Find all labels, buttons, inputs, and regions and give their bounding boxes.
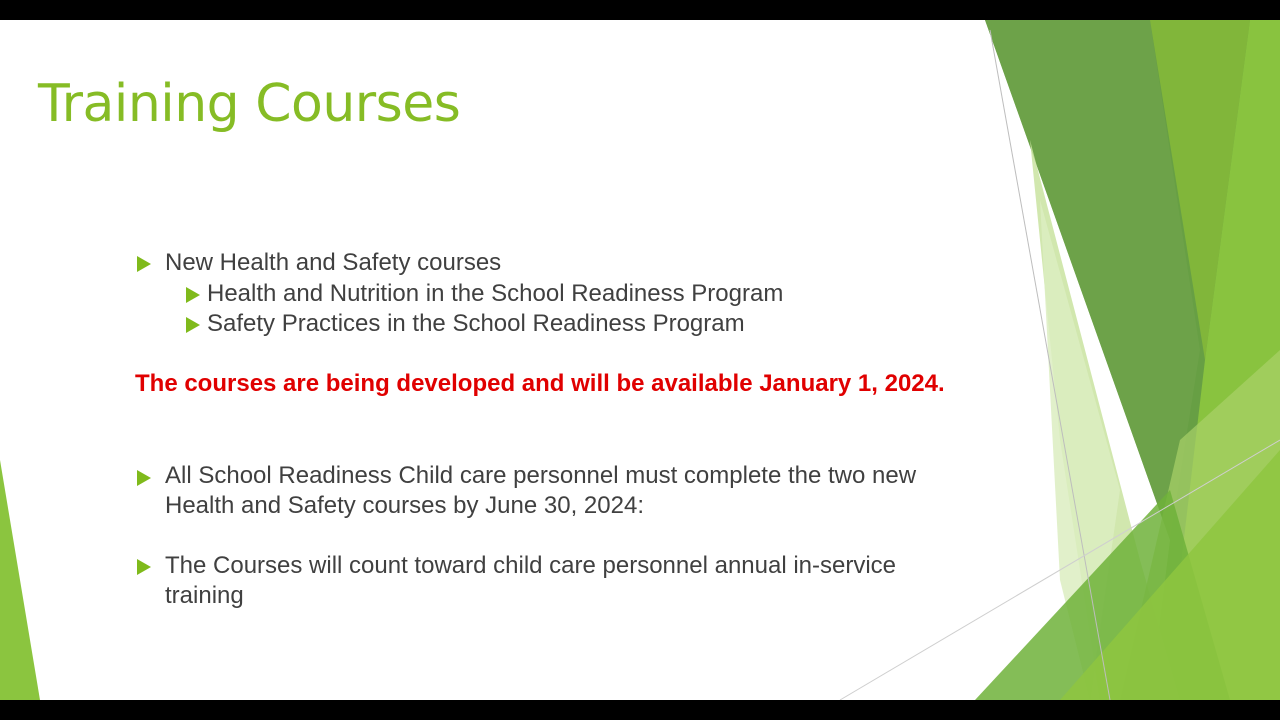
- right-triangle-arrow-icon: [137, 559, 151, 575]
- bullet-text: All School Readiness Child care personnel must complete the two new Health and Safety courses by June 30, 2024:: [165, 462, 917, 519]
- slide: [0, 20, 1280, 700]
- right-triangle-arrow-icon: [137, 256, 151, 272]
- availability-notice: The courses are being developed and will be available January 1, 2024.: [135, 370, 945, 397]
- slide-title: Training Courses: [38, 74, 461, 134]
- letterbox-bottom: [0, 700, 1280, 720]
- bullet-text: New Health and Safety courses: [165, 249, 502, 276]
- right-triangle-arrow-icon: [186, 317, 200, 333]
- sub-bullet-text: Health and Nutrition in the School Readiness Program: [207, 280, 784, 307]
- bullet-text: The Courses will count toward child care personnel annual in-service training: [165, 552, 897, 609]
- right-triangle-arrow-icon: [186, 287, 200, 303]
- letterbox-top: [0, 0, 1280, 20]
- right-triangle-arrow-icon: [137, 470, 151, 486]
- sub-bullet-text: Safety Practices in the School Readiness Program: [207, 310, 745, 337]
